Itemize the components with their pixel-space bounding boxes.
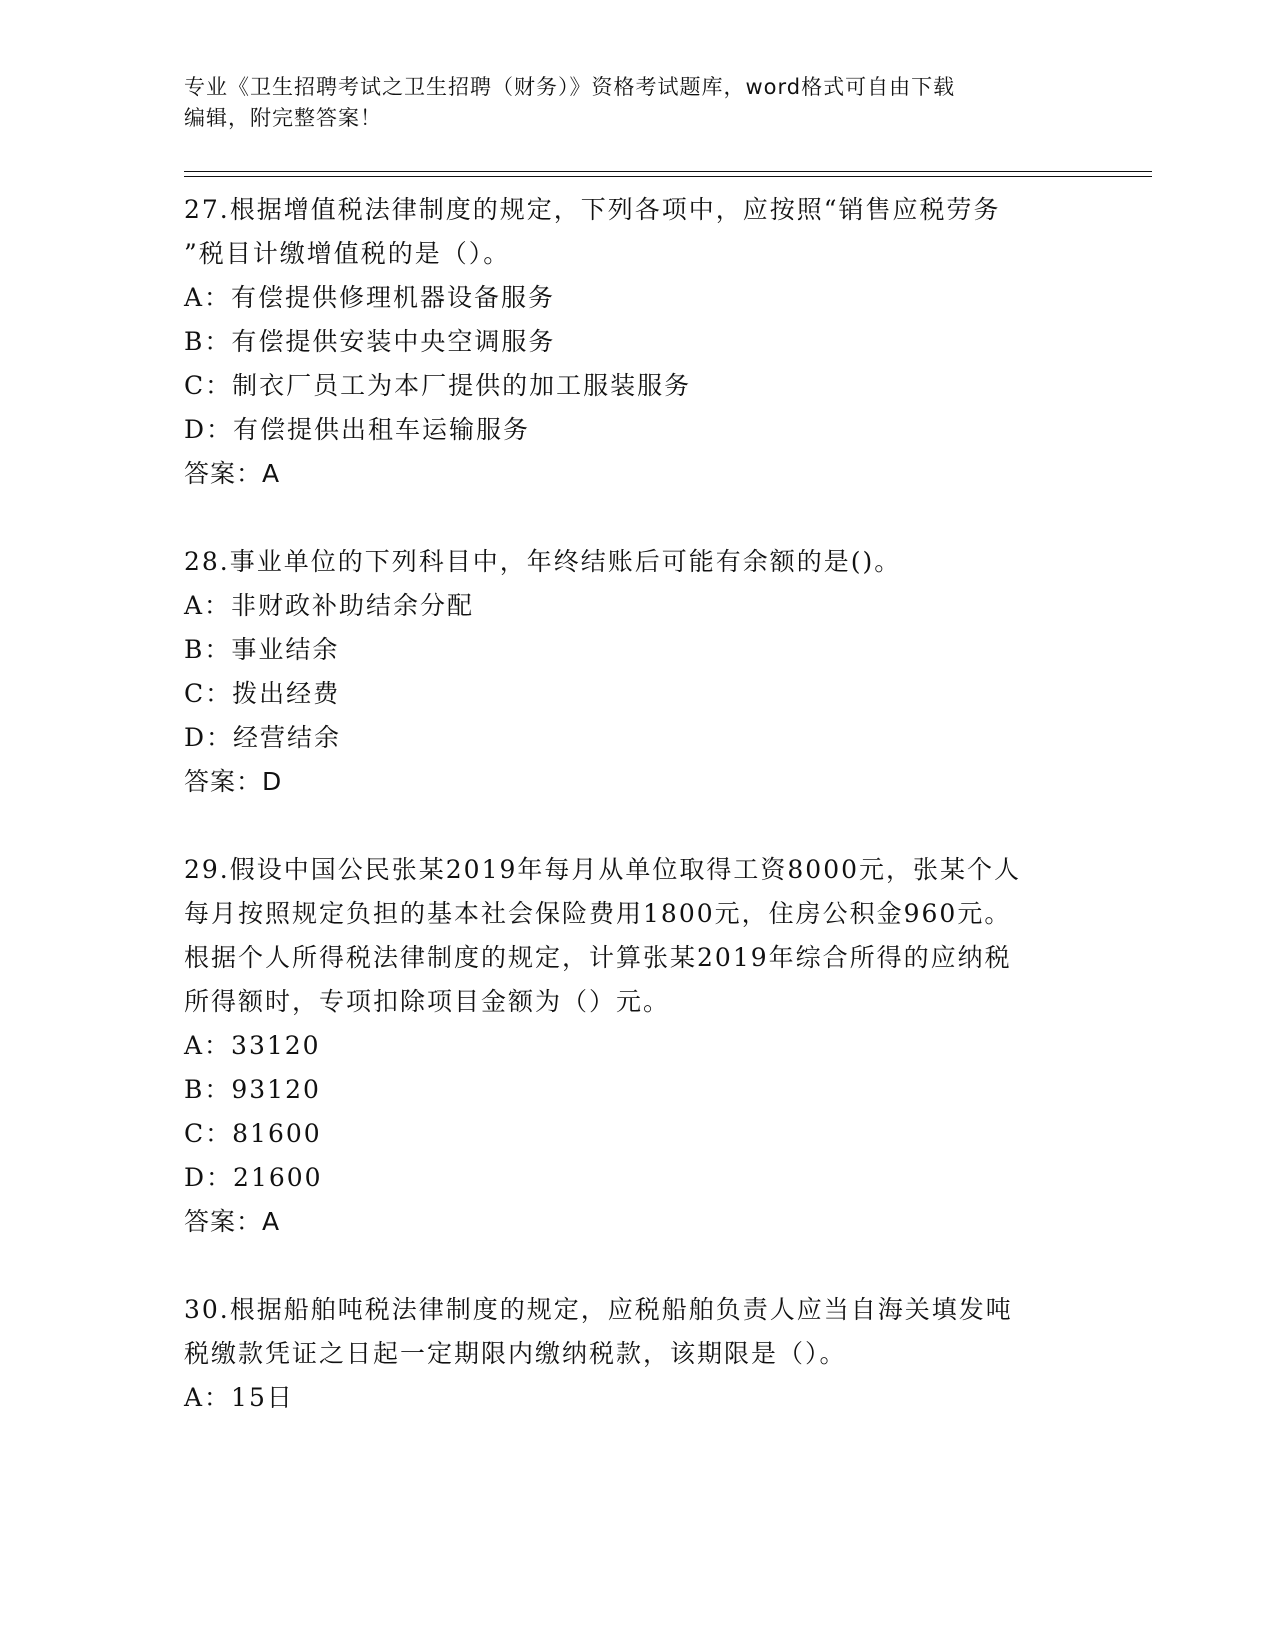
option-a: A：非财政补助结余分配	[184, 591, 475, 620]
question-stem-line: 根据个人所得税法律制度的规定，计算张某2019年综合所得的应纳税	[184, 943, 1012, 972]
option-d: D：有偿提供出租车运输服务	[184, 415, 531, 444]
question-28	[184, 540, 1064, 804]
option-b: B：93120	[184, 1075, 321, 1104]
question-stem-line: 税缴款凭证之日起一定期限内缴纳税款，该期限是（）。	[184, 1339, 847, 1368]
option-b: B：事业结余	[184, 635, 340, 664]
document-header	[184, 72, 1064, 134]
option-a: A：33120	[184, 1031, 321, 1060]
question-29	[184, 848, 1064, 1244]
answer-line: 答案：A	[184, 459, 281, 488]
answer-line: 答案：D	[184, 767, 283, 796]
question-stem-line: 28.事业单位的下列科目中，年终结账后可能有余额的是()。	[184, 547, 902, 576]
option-c: C：拨出经费	[184, 679, 341, 708]
question-spacer	[184, 804, 1064, 848]
question-spacer	[184, 496, 1064, 540]
option-c: C：制衣厂员工为本厂提供的加工服装服务	[184, 371, 692, 400]
option-a: A：有偿提供修理机器设备服务	[184, 283, 556, 312]
question-stem-line: 每月按照规定负担的基本社会保险费用1800元，住房公积金960元。	[184, 899, 1012, 928]
option-d: D：经营结余	[184, 723, 342, 752]
header-divider-bottom	[184, 176, 1152, 177]
question-stem-line: 29.假设中国公民张某2019年每月从单位取得工资8000元，张某个人	[184, 855, 1022, 884]
question-stem-line: ”税目计缴增值税的是（）。	[184, 239, 511, 268]
question-spacer	[184, 1244, 1064, 1288]
question-30	[184, 1288, 1064, 1420]
question-stem-line: 30.根据船舶吨税法律制度的规定，应税船舶负责人应当自海关填发吨	[184, 1295, 1013, 1324]
question-stem-line: 27.根据增值税法律制度的规定，下列各项中，应按照“销售应税劳务	[184, 195, 1001, 224]
question-list	[184, 188, 1064, 1420]
header-line-2: 编辑，附完整答案！	[184, 106, 382, 130]
header-divider-top	[184, 171, 1152, 172]
option-a: A：15日	[184, 1383, 294, 1412]
option-c: C：81600	[184, 1119, 322, 1148]
option-d: D：21600	[184, 1163, 323, 1192]
header-line-1: 专业《卫生招聘考试之卫生招聘（财务）》资格考试题库，word格式可自由下载	[184, 75, 956, 99]
option-b: B：有偿提供安装中央空调服务	[184, 327, 556, 356]
question-27	[184, 188, 1064, 496]
question-stem-line: 所得额时，专项扣除项目金额为（）元。	[184, 987, 671, 1016]
answer-line: 答案：A	[184, 1207, 281, 1236]
